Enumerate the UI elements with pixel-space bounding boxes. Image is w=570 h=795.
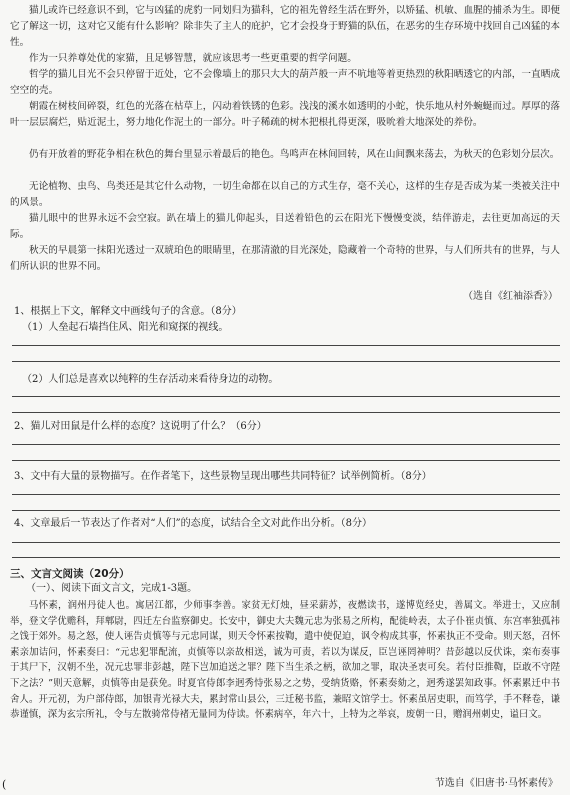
passage-paragraph-7: 猫儿眼中的世界永远不会空寂。趴在墙上的猫儿仰起头，目送着铅色的云在阳光下慢慢变淡，结伴游走，去往更加高远的天际。: [10, 213, 560, 240]
answer-line: [12, 494, 560, 495]
page-mark: (: [2, 778, 7, 791]
passage-paragraph-4: 朝霞在树枝间碎裂，红色的光落在枯草上，闪动着铁锈的色彩。浅浅的溪水如透明的小蛇，快乐地从村外蜿蜒而过。厚厚的落叶一层层腐烂，贴近泥土，努力地化作泥土的一部分。叶子稀疏的树木把根扎得更深，吸吮着大地深处的养份。: [10, 101, 560, 128]
answer-line: [12, 412, 560, 413]
passage-paragraph-5: 仍有开放着的野花争相在秋色的舞台里显示着最后的艳色。鸟鸣声在林间回转，风在山间飘来荡去，为秋天的色彩划分层次。: [29, 149, 560, 160]
passage-paragraph-6: 无论植物、虫鸟、鸟类还是其它什么动物，一切生命都在以自己的方式生存，毫不关心，这样的生存是否成为某一类被关注中的风景。: [10, 181, 560, 208]
answer-line: [12, 444, 560, 445]
question-2: 2、猫儿对田鼠是什么样的态度？这说明了什么？（6分）: [14, 421, 267, 432]
section-3-subtitle: （一）、阅读下面文言文，完成1-3题。: [26, 583, 198, 594]
question-1-part-2: （2）人们总是喜欢以纯粹的生存活动来看待身边的动物。: [22, 374, 279, 385]
question-1-part-1: （1）人垒起石墙挡住风、阳光和窥探的视线。: [22, 322, 229, 333]
question-1: 1、根据上下文，解释文中画线句子的含意。（8分）: [14, 306, 242, 317]
answer-line: [12, 396, 560, 397]
answer-line: [12, 510, 560, 511]
answer-line: [12, 557, 560, 558]
question-3: 3、文中有大量的景物描写。在作者笔下，这些景物呈现出哪些共同特征？试举例简析。（8分）: [14, 471, 432, 482]
answer-line: [12, 542, 560, 543]
passage-paragraph-3: 哲学的猫儿目光不会只停留于近处，它不会像墙上的那只大大的葫芦般一声不吭地等着更热烈的秋阳晒透它的内部，一直晒成空空的壳。: [10, 69, 560, 96]
classical-text: 马怀素，润州丹徒人也。寓居江都，少师事李善。家贫无灯烛，昼采薪苏，夜燃读书，遂博览经史，善属文。举进士，又应制举，登文学优赡科，拜郫尉，四迁左台监察御史。长安中，御史大夫魏元忠为张易之所构，配徙岭表，太子仆崔贞慎、东宫率独孤祎之饯于郊外。易之怒，使人诬告贞慎等与元忠同谋，则天令怀素按鞫，遣中使促迫，讽令构成其事，怀素执正不受命。则天怒，召怀素亲加诘问，怀素奏曰：“元忠犯罪配流，贞慎等以亲故相送，诚为可责，若以为谋反，臣岂诬罔神明？昔彭越以反伏诛，栾布奏事于其尸下，汉朝不坐，况元忠罪非彭越，陛下岂加追送之罪？陛下当生杀之柄，欲加之罪，取决圣衷可矣。若付臣推鞫，臣敢不守陛下之法？”则天意解，贞慎等由是获免。时夏官侍郎李迥秀恃张易之之势，受纳货赂，怀素奏劾之，迥秀遂罢知政事。怀素累迁中书舍人。开元初，为户部侍郎，加银青光禄大夫，累封常山县公，三迁秘书监，兼昭文馆学士。怀素虽居吏职，而笃学，手不释卷，谦恭谨慎，深为玄宗所礼，令与左散骑常侍褚无量同为侍读。怀素病卒，年六十，上特为之举哀，废朝一日，赠润州刺史，谥曰文。: [10, 600, 560, 721]
passage-paragraph-1: 猫儿或许已经意识不到，它与凶猛的虎豹一同划归为猫科，它的祖先曾经生活在野外，以矫猛、机敏、血腥的捕杀为生。即便它了解这一切，这对它又能有什么影响？除非失了主人的庇护，它才会投身于野猫的队伍，在恶劣的生存环境中找回自己凶猛的本性。: [10, 5, 560, 48]
answer-line: [12, 361, 560, 362]
passage-paragraph-2: 作为一只养尊处优的家猫，且足够智慧，就应该思考一些更重要的哲学问题。: [29, 53, 357, 64]
section-3-title: 三、文言文阅读（20分）: [10, 568, 130, 580]
answer-line: [12, 460, 560, 461]
passage-paragraph-8: 秋天的早晨第一抹阳光透过一双琥珀色的眼睛里，在那清澈的目光深处，隐藏着一个奇特的世界，与人们所共有的世界，与人们所认识的世界不同。: [10, 245, 560, 272]
passage-source: （选自《红袖添香》）: [463, 291, 558, 302]
classical-source: 节选自《旧唐书·马怀素传》: [434, 778, 558, 789]
question-4: 4、文章最后一节表达了作者对“人们”的态度，试结合全文对此作出分析。（8分）: [14, 518, 372, 529]
answer-line: [12, 345, 560, 346]
